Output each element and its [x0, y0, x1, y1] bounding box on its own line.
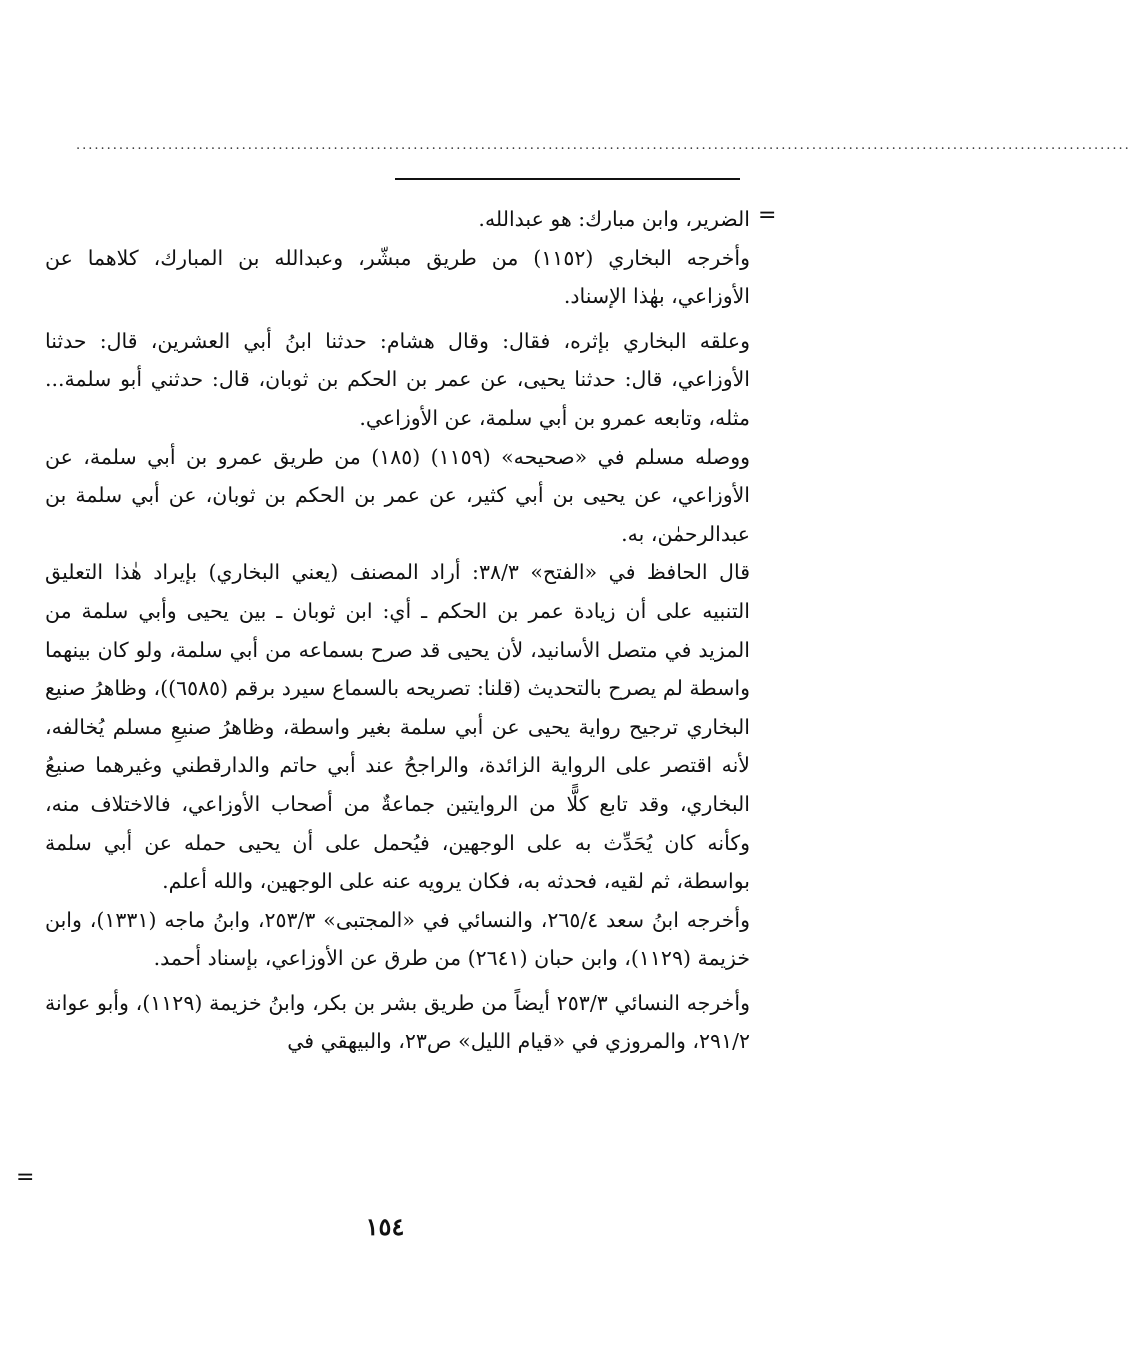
continuation-mark-end: = [16, 1165, 35, 1190]
continuation-mark-start: = [758, 203, 777, 228]
paragraph-1: الضرير، وابن مبارك: هو عبدالله. [478, 207, 750, 231]
paragraph-7: وأخرجه النسائي ٢٥٣/٣ أيضاً من طريق بشر بن بكر، وابنُ خزيمة (١١٢٩)، وأبو عوانة ٢٩١/٢، والمروزي في «قيام الليل» ص٢٣، والبيهقي في [45, 990, 750, 1054]
paragraph-3: وعلقه البخاري بإثره، فقال: وقال هشام: حدثنا ابنُ أبي العشرين، قال: حدثنا الأوزاعي، قال: حدثنا يحيى، عن عمر بن الحكم بن ثوبان، قال: حدثني أبو سلمة... مثله، وتابعه عمرو بن أبي سلمة، عن الأوزاعي. [45, 328, 750, 430]
paragraph-6: وأخرجه ابنُ سعد ٢٦٥/٤، والنسائي في «المجتبى» ٢٥٣/٣، وابنُ ماجه (١٣٣١)، وابن خزيمة (١١٢٩)، وابن حبان (٢٦٤١) من طرق عن الأوزاعي، بإسناد أحمد. [45, 907, 751, 971]
page-number: ١٥٤ [365, 1212, 405, 1241]
paragraph-2: وأخرجه البخاري (١١٥٢) من طريق مبشّر، وعبدالله بن المبارك، كلاهما عن الأوزاعي، بهٰذا الإسناد. [45, 245, 750, 309]
footnote-text [45, 200, 750, 1061]
paragraph-4: ووصله مسلم في «صحيحه» (١١٥٩) (١٨٥) من طريق عمرو بن أبي سلمة، عن الأوزاعي، عن يحيى بن أبي كثير، عن عمر بن الحكم بن ثوبان، عن أبي سلمة بن عبدالرحمٰن، به. [45, 444, 750, 546]
paragraph-5: قال الحافظ في «الفتح» ٣٨/٣: أراد المصنف (يعني البخاري) بإيراد هٰذا التعليق التنبيه على أن زيادة عمر بن الحكم ـ أي: ابن ثوبان ـ بين يحيى وأبي سلمة من المزيد في متصل الأسانيد، لأن يحيى قد صرح بسماعه من أبي سلمة، ولو كان بينهما واسطة لم يصرح بالتحديث (قلنا: تصريحه بالسماع سيرد برقم (٦٥٨٥))، وظاهرُ صنيع البخاري ترجيح رواية يحيى عن أبي سلمة بغير واسطة، وظاهرُ صنيعِ مسلم يُخالفه، لأنه اقتصر على الرواية الزائدة، والراجحُ عند أبي حاتم والدارقطني وغيرهما صنيعُ البخاري، وقد تابع كلًّا من الروايتين جماعةٌ من أصحاب الأوزاعي، فالاختلاف منه، وكأنه كان يُحَدِّث به على الوجهين، فيُحمل على أن يحيى حمله عن أبي سلمة بواسطة، ثم لقيه، فحدثه به، فكان يرويه عنه على الوجهين، والله أعلم. [45, 560, 750, 894]
separator-dots: ............................................................................................................................................................................ [76, 138, 1131, 153]
footnote-rule [395, 178, 740, 180]
